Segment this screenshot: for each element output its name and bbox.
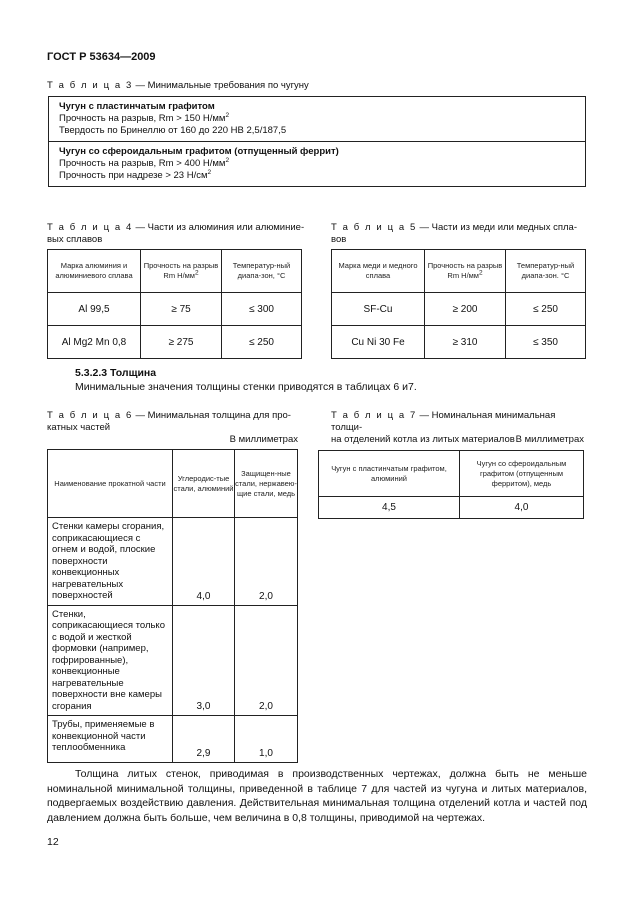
table-cell: Al Mg2 Mn 0,8 (48, 326, 141, 359)
table-cell: ≤ 300 (222, 293, 302, 326)
table-cell: 4,5 (319, 497, 460, 519)
table7-cast-thickness (318, 450, 584, 519)
table7-header-spheroidal: Чугун со сфероидальным графитом (отпущенным ферритом), медь (460, 451, 584, 497)
table-cell: Стенки камеры сгорания, соприкасающиеся с огнем и водой, плоские поверхности конвекционных нагревательных поверхностей (48, 518, 173, 606)
closing-paragraph: Толщина литых стенок, приводимая в производственных чертежах, должна быть не меньше номинальной минимальной толщины, приведенной в таблице 7 для частей из чугуна и литых материалов, подвергаемых воздействию давления. Действительная минимальная толщина отделений котла и частей под давлением должна быть больше, чем величина в 0,8 толщины, приводимой на чертежах. (47, 768, 587, 824)
table-cell: 2,0 (235, 518, 298, 606)
table-cell: Cu Ni 30 Fe (332, 326, 425, 359)
table6-header-part: Наименование прокатной части (48, 450, 173, 518)
table6-header-carbon: Углеродис-тые стали, алюминий (173, 450, 235, 518)
table3-block-lamellar: Чугун с пластинчатым графитом Прочность на разрыв, Rm > 150 $Н/мм^2$ Твердость по Бринеллю от 160 до 220 НВ 2,5/187,5 (49, 97, 586, 142)
table6-units: В миллиметрах (229, 434, 298, 445)
section-heading: 5.3.2.3 Толщина (75, 367, 157, 379)
table-cell: 2,0 (235, 605, 298, 716)
table-cell: Стенки, соприкасающиеся только с водой и жесткой формовки (например, гофрированные), конвекционные нагревательные поверхности вне камеры сгорания (48, 605, 173, 716)
table3-block-spheroidal: Чугун со сфероидальным графитом (отпущенный феррит) Прочность на разрыв, Rm > 400 $Н/мм^2$ Прочность при надрезе > 23 $Н/см^2$ (49, 142, 586, 187)
table5-header-grade: Марка меди и медного сплава (332, 250, 425, 293)
table7-units: В миллиметрах (515, 434, 584, 445)
table7-caption: Т а б л и ц а 7 — Номинальная минимальная толщи- на отделений котла из литых материалов (331, 410, 556, 445)
table-cell: 3,0 (173, 605, 235, 716)
table-cell: SF-Cu (332, 293, 425, 326)
table4-header-strength: Прочность на разрыв Rm $Н/мм^2$ (141, 250, 222, 293)
document-header: ГОСТ Р 53634—2009 (47, 51, 156, 63)
table6-caption: Т а б л и ц а 6 — Минимальная толщина для про- катных частей (47, 410, 291, 433)
table3-caption: Т а б л и ц а 3 — Минимальные требования по чугуну (47, 80, 309, 91)
table-cell: ≤ 350 (506, 326, 586, 359)
table-cell: 1,0 (235, 716, 298, 763)
table5-header-strength: Прочность на разрыв Rm $Н/мм^2$ (425, 250, 506, 293)
table-cell: 4,0 (460, 497, 584, 519)
table4-header-temp: Температур-ный диапа-зон, °С (222, 250, 302, 293)
table6-rolled-parts (47, 449, 298, 763)
page-number: 12 (47, 836, 59, 848)
table-cell: ≥ 200 (425, 293, 506, 326)
table3-cast-iron-requirements (48, 96, 586, 187)
table4-aluminium (47, 249, 302, 359)
table7-header-lamellar: Чугун с пластинчатым графитом, алюминий (319, 451, 460, 497)
table-cell: ≥ 310 (425, 326, 506, 359)
table4-header-grade: Марка алюминия и алюминиевого сплава (48, 250, 141, 293)
section-text: Минимальные значения толщины стенки приводятся в таблицах 6 и7. (75, 381, 417, 393)
table5-copper (331, 249, 586, 359)
table-cell: 2,9 (173, 716, 235, 763)
table-cell: 4,0 (173, 518, 235, 606)
table-cell: ≤ 250 (222, 326, 302, 359)
table5-header-temp: Температур-ный диапа-зон. °С (506, 250, 586, 293)
table-cell: Трубы, применяемые в конвекционной части теплообменника (48, 716, 173, 763)
table6-header-stainless: Защищен-ные стали, нержавею-щие стали, медь (235, 450, 298, 518)
table-cell: Al 99,5 (48, 293, 141, 326)
table-cell: ≥ 75 (141, 293, 222, 326)
table-cell: ≤ 250 (506, 293, 586, 326)
table-cell: ≥ 275 (141, 326, 222, 359)
table4-caption: Т а б л и ц а 4 — Части из алюминия или алюминие- вых сплавов (47, 222, 305, 245)
table5-caption: Т а б л и ц а 5 — Части из меди или медных спла- вов (331, 222, 578, 245)
